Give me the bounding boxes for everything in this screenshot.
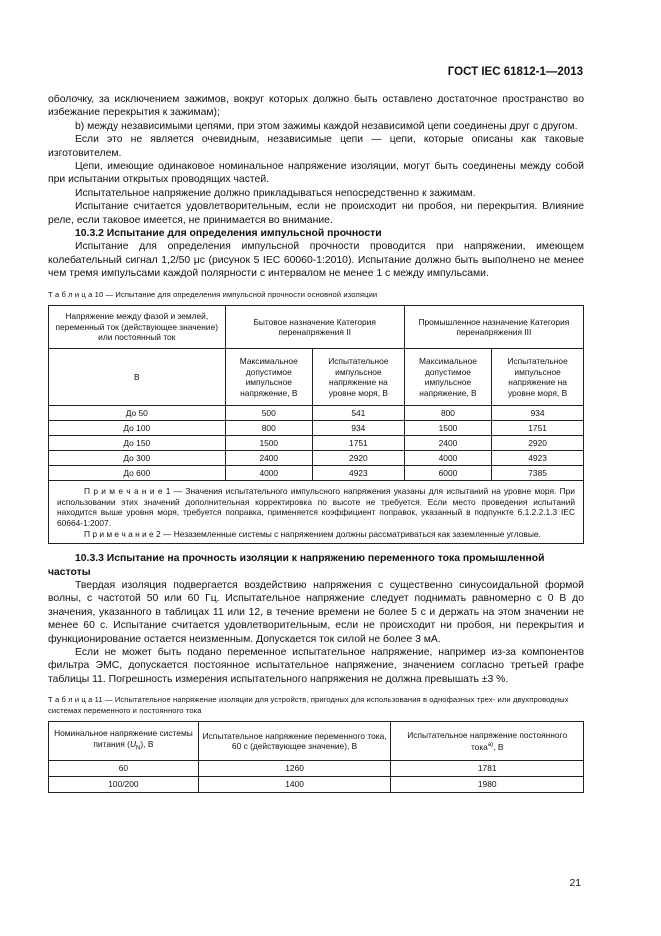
table-header-cell: Максимальное допустимое импульсное напряжение, В (225, 349, 312, 406)
table-cell: 1260 (198, 761, 391, 777)
section-heading-10-3-2: 10.3.2 Испытание для определения импульсной прочности (75, 228, 382, 240)
table-cell: 4923 (492, 451, 584, 466)
table-cell: 100/200 (49, 777, 199, 793)
table-cell: 934 (492, 406, 584, 421)
table-cell: 500 (225, 406, 312, 421)
paragraph: оболочку, за исключением зажимов, вокруг которых должно быть оставлено достаточное пространство во избежание перекрытия к зажимам); (48, 94, 584, 119)
table-caption: Т а б л и ц а 10 — Испытание для определения импульсной прочности основной изоляции (48, 289, 378, 299)
table-cell: 1500 (225, 436, 312, 451)
paragraph: Если не может быть подано переменное испытательное напряжение, например из-за компонентов фильтра ЭМС, допускается постоянное испытательное напряжение, значением согласно третьей графе таблицы 11. Погрешность измерения испытательного напряжения не должна превышать ±3 %. (48, 647, 584, 685)
table-cell: 2920 (492, 436, 584, 451)
paragraph: b) между независимыми цепями, при этом зажимы каждой независимой цепи соединены друг с другом. (75, 120, 578, 132)
table-cell: 2400 (225, 451, 312, 466)
table-caption: Т а б л и ц а 11 — Испытательное напряжение изоляции для устройств, пригодных для использования в однофазных трех- или двухпроводных системах переменного и постоянного тока (48, 695, 569, 715)
table-cell: 6000 (404, 466, 491, 481)
table-cell: 541 (312, 406, 404, 421)
paragraph: Испытание для определения импульсной прочности проводится при напряжении, имеющем колебательный сигнал 1,2/50 μс (рисунок 5 IEC 60060-1:2010). Испытание должно быть выполнено не менее чем тремя импульсами каждой полярности с интервалом не менее 1 с между импульсами. (48, 241, 584, 280)
paragraph: Испытание считается удовлетворительным, если не происходит ни пробоя, ни перекрытия. Влияние реле, если таковое имеется, не принимается во внимание. (48, 201, 584, 226)
table-row (49, 406, 584, 421)
table-cell: 800 (404, 406, 491, 421)
table-row (49, 421, 584, 436)
section-heading-10-3-3: 10.3.3 Испытание на прочность изоляции к напряжению переменного тока промышленной частоты (48, 553, 545, 578)
table-cell: До 150 (49, 436, 226, 451)
table-header-cell: Испытательное напряжение постоянного тока$^{a)}$, В (391, 722, 584, 761)
table-header-cell: В (49, 349, 226, 406)
table-row (49, 436, 584, 451)
table-cell: 934 (312, 421, 404, 436)
table-cell: 60 (49, 761, 199, 777)
table-row (49, 466, 584, 481)
table-row (49, 777, 584, 793)
document-header: ГОСТ IEC 61812-1—2013 (447, 66, 583, 78)
table-10 (48, 305, 584, 544)
table-row (49, 451, 584, 466)
table-cell: 2400 (404, 436, 491, 451)
table-cell: 7385 (492, 466, 584, 481)
table-note-1: П р и м е ч а н и е 1 — Значения испытательного импульсного напряжения указаны для испытаний на уровне моря. При использовании этих значений дополнительная корректировка по высоте не требуется. Если место проведения испытаний находится выше уровня моря, требуется поправка, применяется коэффициент поправок, указанный в подпункте 6.1.2.2.1.3 IEC 60664-1:2007. (57, 486, 575, 528)
paragraph: Твердая изоляция подвергается воздействию напряжения с существенно синусоидальной формой волны, с частотой 50 или 60 Гц. Испытательное напряжение следует поднимать равномерно с 0 В до значения, указанного в таблицах 11 или 12, в течение времени не более 5 с и держать на этом значении не менее 60 с. Испытание считается удовлетворительным, если не происходит ни пробоя, ни перекрытия и функционирование остается неизменным. Допускается ток силой не более 3 мА. (48, 579, 584, 645)
table-note-2: П р и м е ч а н и е 2 — Незаземленные системы с напряжением должны рассматриваться как заземленные угловые. (84, 528, 541, 539)
table-cell: До 600 (49, 466, 226, 481)
table-header-cell: Испытательное напряжение переменного тока, 60 с (действующее значение), В (198, 722, 391, 761)
table-header-cell: Номинальное напряжение системы питания $(U_N)$, В (49, 722, 199, 761)
paragraph: Испытательное напряжение должно прикладываться непосредственно к зажимам. (75, 187, 476, 199)
table-cell: До 300 (49, 451, 226, 466)
table-cell: 1400 (198, 777, 391, 793)
table-cell: 1751 (312, 436, 404, 451)
table-cell: 1781 (391, 761, 584, 777)
table-cell: 1751 (492, 421, 584, 436)
table-cell: 4000 (404, 451, 491, 466)
table-cell: 2920 (312, 451, 404, 466)
page-number: 21 (569, 878, 581, 889)
table-cell: 4923 (312, 466, 404, 481)
table-header-cell: Испытательное импульсное напряжение на уровне моря, В (492, 349, 584, 406)
table-cell: До 100 (49, 421, 226, 436)
paragraph: Если это не является очевидным, независимые цепи — цепи, которые описаны как таковые изготовителем. (48, 134, 584, 159)
table-notes (49, 481, 584, 544)
table-cell: 1980 (391, 777, 584, 793)
table-header-cell: Испытательное импульсное напряжение на уровне моря, В (312, 349, 404, 406)
table-11 (48, 721, 584, 793)
table-header-cell: Промышленное назначение Категория перенапряжения III (404, 306, 583, 349)
table-header-cell: Максимальное допустимое импульсное напряжение, В (404, 349, 491, 406)
table-header-cell: Бытовое назначение Категория перенапряжения II (225, 306, 404, 349)
paragraph: Цепи, имеющие одинаковое номинальное напряжение изоляции, могут быть соединены между собой при испытании открытых проводящих частей. (48, 161, 584, 186)
table-cell: 4000 (225, 466, 312, 481)
table-cell: 1500 (404, 421, 491, 436)
table-header-cell: Напряжение между фазой и землей, переменный ток (действующее значение) или постоянный ток (49, 306, 226, 349)
table-row (49, 761, 584, 777)
table-cell: До 50 (49, 406, 226, 421)
table-cell: 800 (225, 421, 312, 436)
page-content (48, 93, 584, 793)
